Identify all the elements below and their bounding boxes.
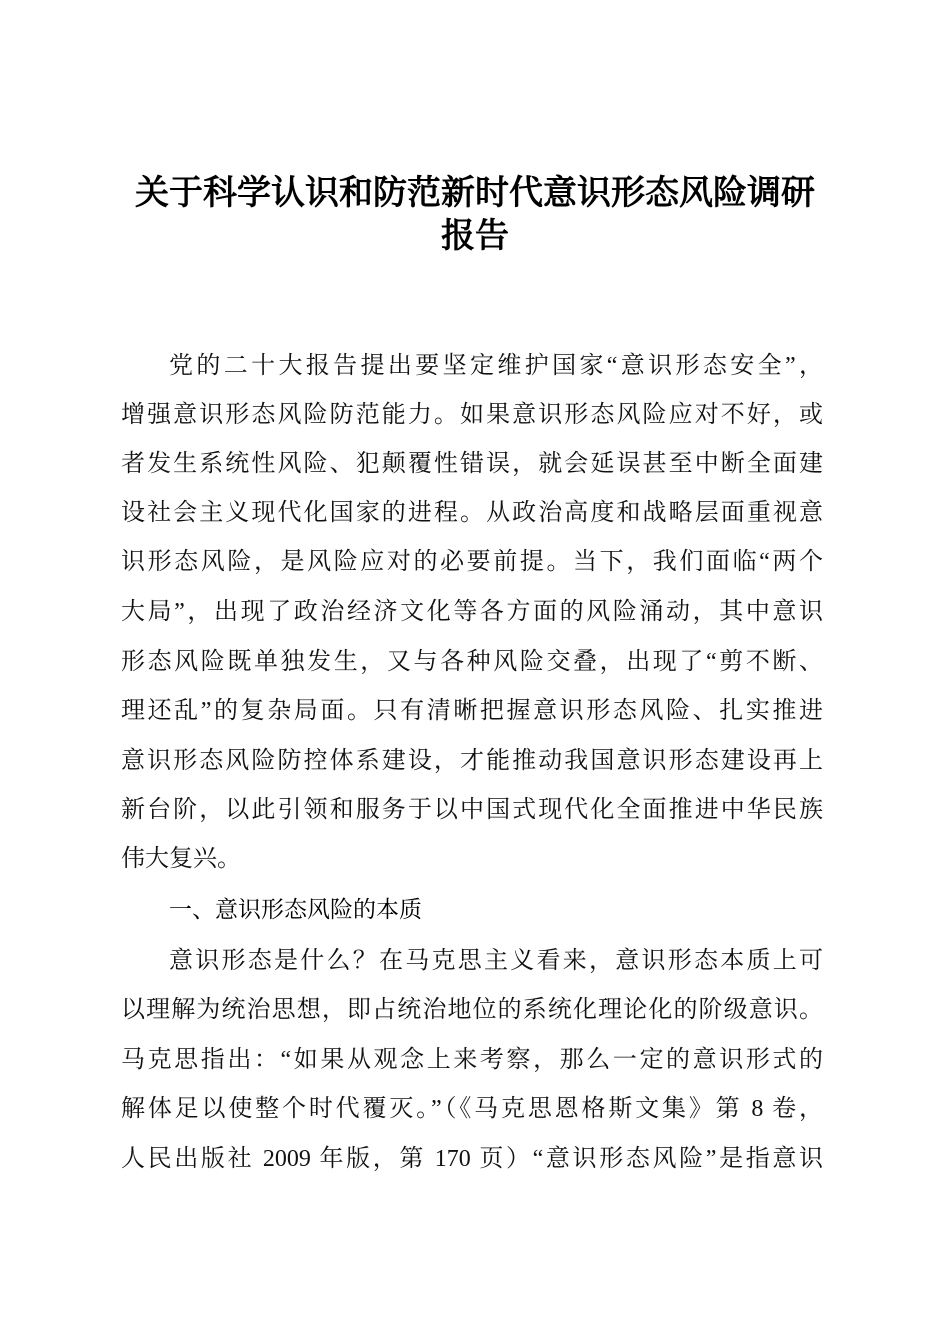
document-title-line-1: 关于科学认识和防范新时代意识形态风险调研 (135, 173, 815, 213)
paragraph-2-line: 解体足以使整个时代覆灭。”（《马克思恩格斯文集》第 8 卷， (121, 1096, 823, 1122)
paragraph-1-line: 增强意识形态风险防范能力。如果意识形态风险应对不好，或 (121, 402, 823, 428)
paragraph-1-line: 意识形态风险防控体系建设，才能推动我国意识形态建设再上 (121, 748, 823, 774)
paragraph-1-line: 形态风险既单独发生，又与各种风险交叠，出现了“剪不断、 (121, 649, 823, 675)
paragraph-2-line: 以理解为统治思想，即占统治地位的系统化理论化的阶级意识。 (121, 997, 823, 1023)
section-heading: 一、意识形态风险的本质 (169, 897, 422, 923)
paragraph-1-line: 党的二十大报告提出要坚定维护国家“意识形态安全”， (169, 353, 823, 379)
paragraph-1-line: 者发生系统性风险、犯颠覆性错误，就会延误甚至中断全面建 (121, 451, 823, 477)
paragraph-1-line: 伟大复兴。 (121, 846, 241, 872)
paragraph-2-line: 马克思指出：“如果从观念上来考察，那么一定的意识形式的 (121, 1047, 823, 1073)
paragraph-1-line: 识形态风险，是风险应对的必要前提。当下，我们面临“两个 (121, 549, 823, 575)
paragraph-1-line: 理还乱”的复杂局面。只有清晰把握意识形态风险、扎实推进 (121, 698, 823, 724)
paragraph-1-line: 新台阶，以此引领和服务于以中国式现代化全面推进中华民族 (121, 797, 823, 823)
paragraph-1-line: 大局”，出现了政治经济文化等各方面的风险涌动，其中意识 (121, 599, 823, 625)
paragraph-2-line: 意识形态是什么？在马克思主义看来，意识形态本质上可 (169, 948, 823, 974)
document-title-line-2: 报告 (441, 216, 509, 256)
paragraph-1-line: 设社会主义现代化国家的进程。从政治高度和战略层面重视意 (121, 500, 823, 526)
paragraph-2-line: 人民出版社 2009 年版，第 170 页）“意识形态风险”是指意识 (121, 1146, 823, 1172)
